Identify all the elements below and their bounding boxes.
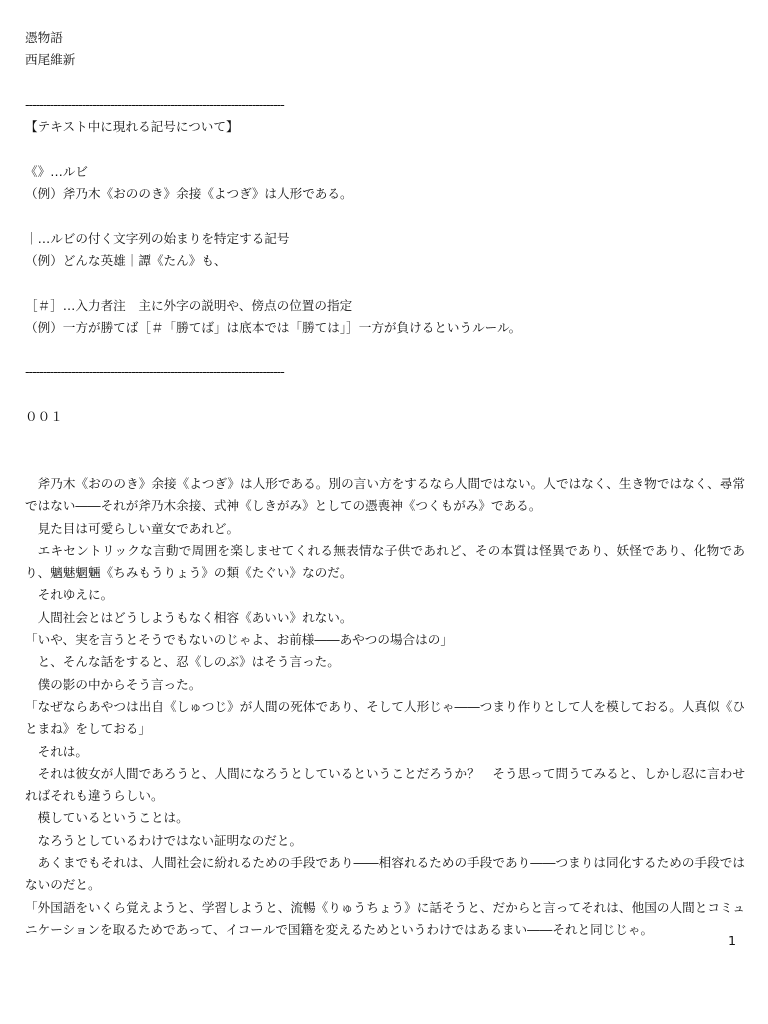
dialogue-paragraph: 「なぜならあやつは出自《しゅつじ》が人間の死体であり、そして人形じゃ――つまり作りとして人を模しておる。人真似《ひとまね》をしておる」 [25,698,745,737]
body-paragraph: 模しているということは。 [37,810,189,826]
body-paragraph: なろうとしているわけではない証明なのだと。 [37,832,303,848]
blank-line [25,272,745,294]
body-paragraph: 見た目は可愛らしい童女であれど。 [37,520,240,536]
body-paragraph: それは。 [37,743,88,759]
body-paragraph: エキセントリックな言動で周囲を楽しませてくれる無表情な子供であれど、その本質は怪異であり、妖怪であり、化物であり、魑魅魍魎《ちみもうりょう》の類《たぐい》なのだ。 [25,542,745,581]
body-paragraph: と、そんな話をすると、忍《しのぶ》はそう言った。 [37,654,340,670]
body-paragraph: 僕の影の中からそう言った。 [37,676,202,692]
blank-line [25,72,745,94]
blank-line [25,451,745,473]
dialogue-paragraph: 「外国語をいくら覚えようと、学習しようと、流暢《りゅうちょう》に話そうと、だからと言ってそれは、他国の人間とコミュニケーションを取るためであって、イコールで国籍を変えるためというわけではあるまい――それと同じじゃ。 [25,899,745,937]
body-paragraph: 人間社会とはどうしようもなく相容《あいい》れない。 [37,609,353,625]
bar-example: （例）どんな英雄｜譚《たん》も、 [25,252,227,268]
blank-line [25,384,745,406]
separator-line-top: ------------------------------------------------------------------------- [25,96,284,112]
separator-line-bottom: ------------------------------------------------------------------------- [25,364,284,380]
body-paragraph: あくまでもそれは、人間社会に紛れるための手段であり――相容れるための手段であり――つまりは同化するための手段ではないのだと。 [25,854,745,893]
bar-symbol-note: ｜…ルビの付く文字列の始まりを特定する記号 [25,230,290,246]
document-page [25,27,745,941]
notation-heading: 【テキスト中に現れる記号について】 [25,119,239,135]
ruby-symbol-note: 《》…ルビ [25,163,88,179]
body-paragraph: それは彼女が人間であろうと、人間になろうとしているということだろうか？ そう思って問うてみると、しかし忍に言わせればそれも違うらしい。 [25,765,745,804]
body-paragraph: 斧乃木《おののき》余接《よつぎ》は人形である。別の言い方をするなら人間ではない。人ではなく、生き物ではなく、尋常ではない――それが斧乃木余接、式神《しきがみ》としての憑喪神《つくもがみ》である。 [25,475,745,514]
book-author: 西尾維新 [25,52,76,68]
chapter-number: ００１ [25,409,63,425]
ruby-example: （例）斧乃木《おののき》余接《よつぎ》は人形である。 [25,186,353,202]
blank-line [25,205,745,227]
book-title: 憑物語 [25,30,63,45]
page-number: 1 [727,933,736,948]
note-symbol-note: ［＃］…入力者注 主に外字の説明や、傍点の位置の指定 [25,297,353,313]
blank-line [25,138,745,160]
dialogue-paragraph: 「いや、実を言うとそうでもないのじゃよ、お前様――あやつの場合はの」 [25,632,453,648]
blank-line [25,339,745,361]
note-example: （例）一方が勝てば［＃「勝てば」は底本では「勝ては」］一方が負けるというルール。 [25,319,522,335]
blank-line [25,428,745,450]
body-paragraph: それゆえに。 [37,587,114,603]
